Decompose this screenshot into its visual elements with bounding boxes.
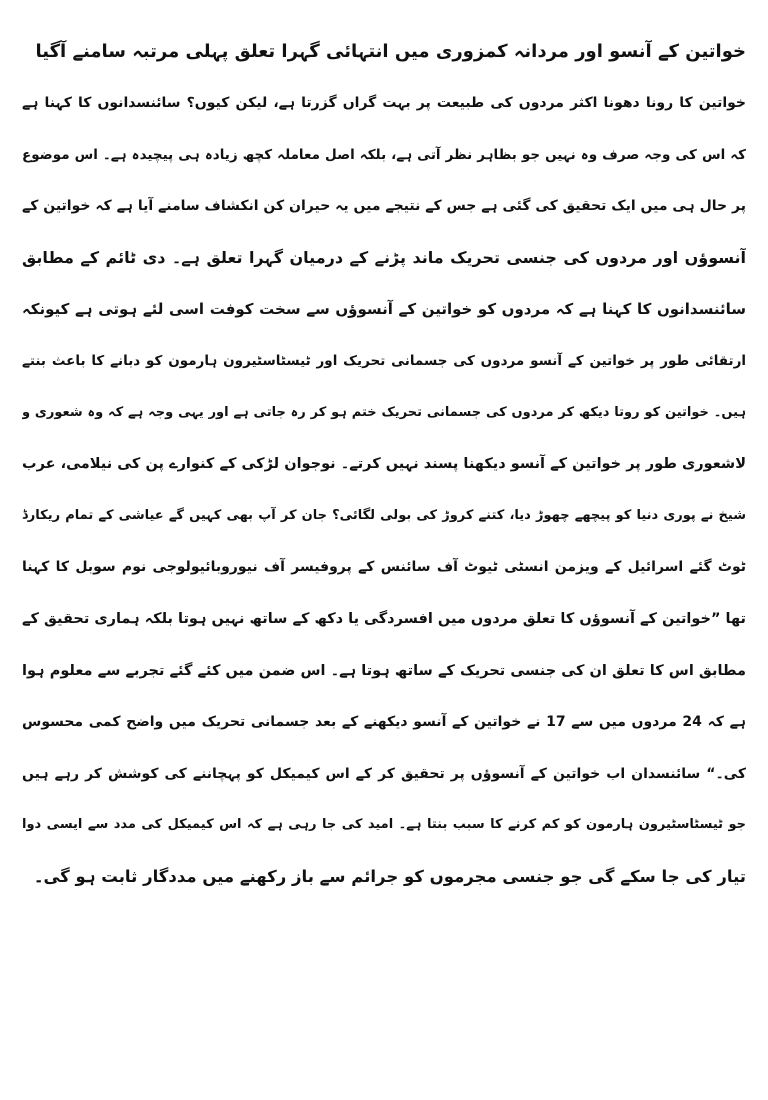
- article-line: مطابق اس کا تعلق ان کی جنسی تحریک کے ساتھ ہوتا ہے۔ اس ضمن میں کئے گئے تجربے سے معلوم ہوا: [22, 662, 746, 679]
- article-line: پر حال ہی میں ایک تحقیق کی گئی ہے جس کے نتیجے میں یہ حیران کن انکشاف سامنے آیا ہے کہ خواتین کے: [22, 198, 746, 215]
- article-line: تیار کی جا سکے گی جو جنسی مجرموں کو جرائم سے باز رکھنے میں مددگار ثابت ہو گی۔: [33, 866, 746, 886]
- article-line: لاشعوری طور پر خواتین کے آنسو دیکھنا پسند نہیں کرتے۔ نوجوان لڑکی کے کنوارے پن کی نیلامی، عرب: [22, 456, 746, 473]
- article-line: ٹوٹ گئے اسرائیل کے ویزمن انسٹی ٹیوٹ آف سائنس کے پروفیسر آف نیوروبائیولوجی نوم سوبل کا کہنا: [22, 559, 746, 576]
- article-line: جو ٹیسٹاسٹیرون ہارمون کو کم کرنے کا سبب بنتا ہے۔ امید کی جا رہی ہے کہ اس کیمیکل کی مدد سے ایسی دوا: [22, 817, 746, 833]
- article-line: آنسوؤں اور مردوں کی جنسی تحریک ماند پڑنے کے درمیان گہرا تعلق ہے۔ دی ٹائم کے مطابق: [22, 247, 746, 267]
- article-line: خواتین کا رونا دھونا اکثر مردوں کی طبیعت پر بہت گراں گزرتا ہے، لیکن کیوں؟ سائنسدانوں کا کہنا ہے: [22, 95, 746, 111]
- article-body: [22, 88, 746, 892]
- article-line: تھا ”خواتین کے آنسوؤں کا تعلق مردوں میں افسردگی یا دکھ کے ساتھ نہیں ہوتا بلکہ ہماری تحقیق کے: [22, 610, 746, 627]
- article-line: ارتقائی طور پر خواتین کے آنسو مردوں کی جسمانی تحریک اور ٹیسٹاسٹیرون ہارمون کو دبانے کا باعث بنتے: [22, 352, 746, 369]
- article-line: سائنسدانوں کا کہنا ہے کہ مردوں کو خواتین کے آنسوؤں سے سخت کوفت اسی لئے ہوتی ہے کیونکہ: [22, 300, 746, 319]
- article-line: کی۔“ سائنسدان اب خواتین کے آنسوؤں پر تحقیق کر کے اس کیمیکل کو پہچاننے کی کوشش کر رہے ہیں: [22, 765, 746, 782]
- article-line: شیخ نے پوری دنیا کو پیچھے چھوڑ دیا، کتنے کروڑ کی بولی لگائی؟ جان کر آپ بھی کہیں گے عیاشی کے تمام ریکارڈ: [22, 507, 746, 523]
- article-headline: خواتین کے آنسو اور مردانہ کمزوری میں انتہائی گہرا تعلق پہلی مرتبہ سامنے آگیا: [35, 41, 746, 62]
- article-line: ہیں۔ خواتین کو روتا دیکھ کر مردوں کی جسمانی تحریک ختم ہو کر رہ جاتی ہے اور یہی وجہ ہے کہ وہ شعوری و: [22, 404, 746, 420]
- article-line: کہ اس کی وجہ صرف وہ نہیں جو بظاہر نظر آتی ہے، بلکہ اصل معاملہ کچھ زیادہ ہی پیچیدہ ہے۔ اس موضوع: [22, 146, 746, 163]
- article-line: ہے کہ 24 مردوں میں سے 17 نے خواتین کے آنسو دیکھنے کے بعد جسمانی تحریک میں واضح کمی محسوس: [22, 714, 746, 731]
